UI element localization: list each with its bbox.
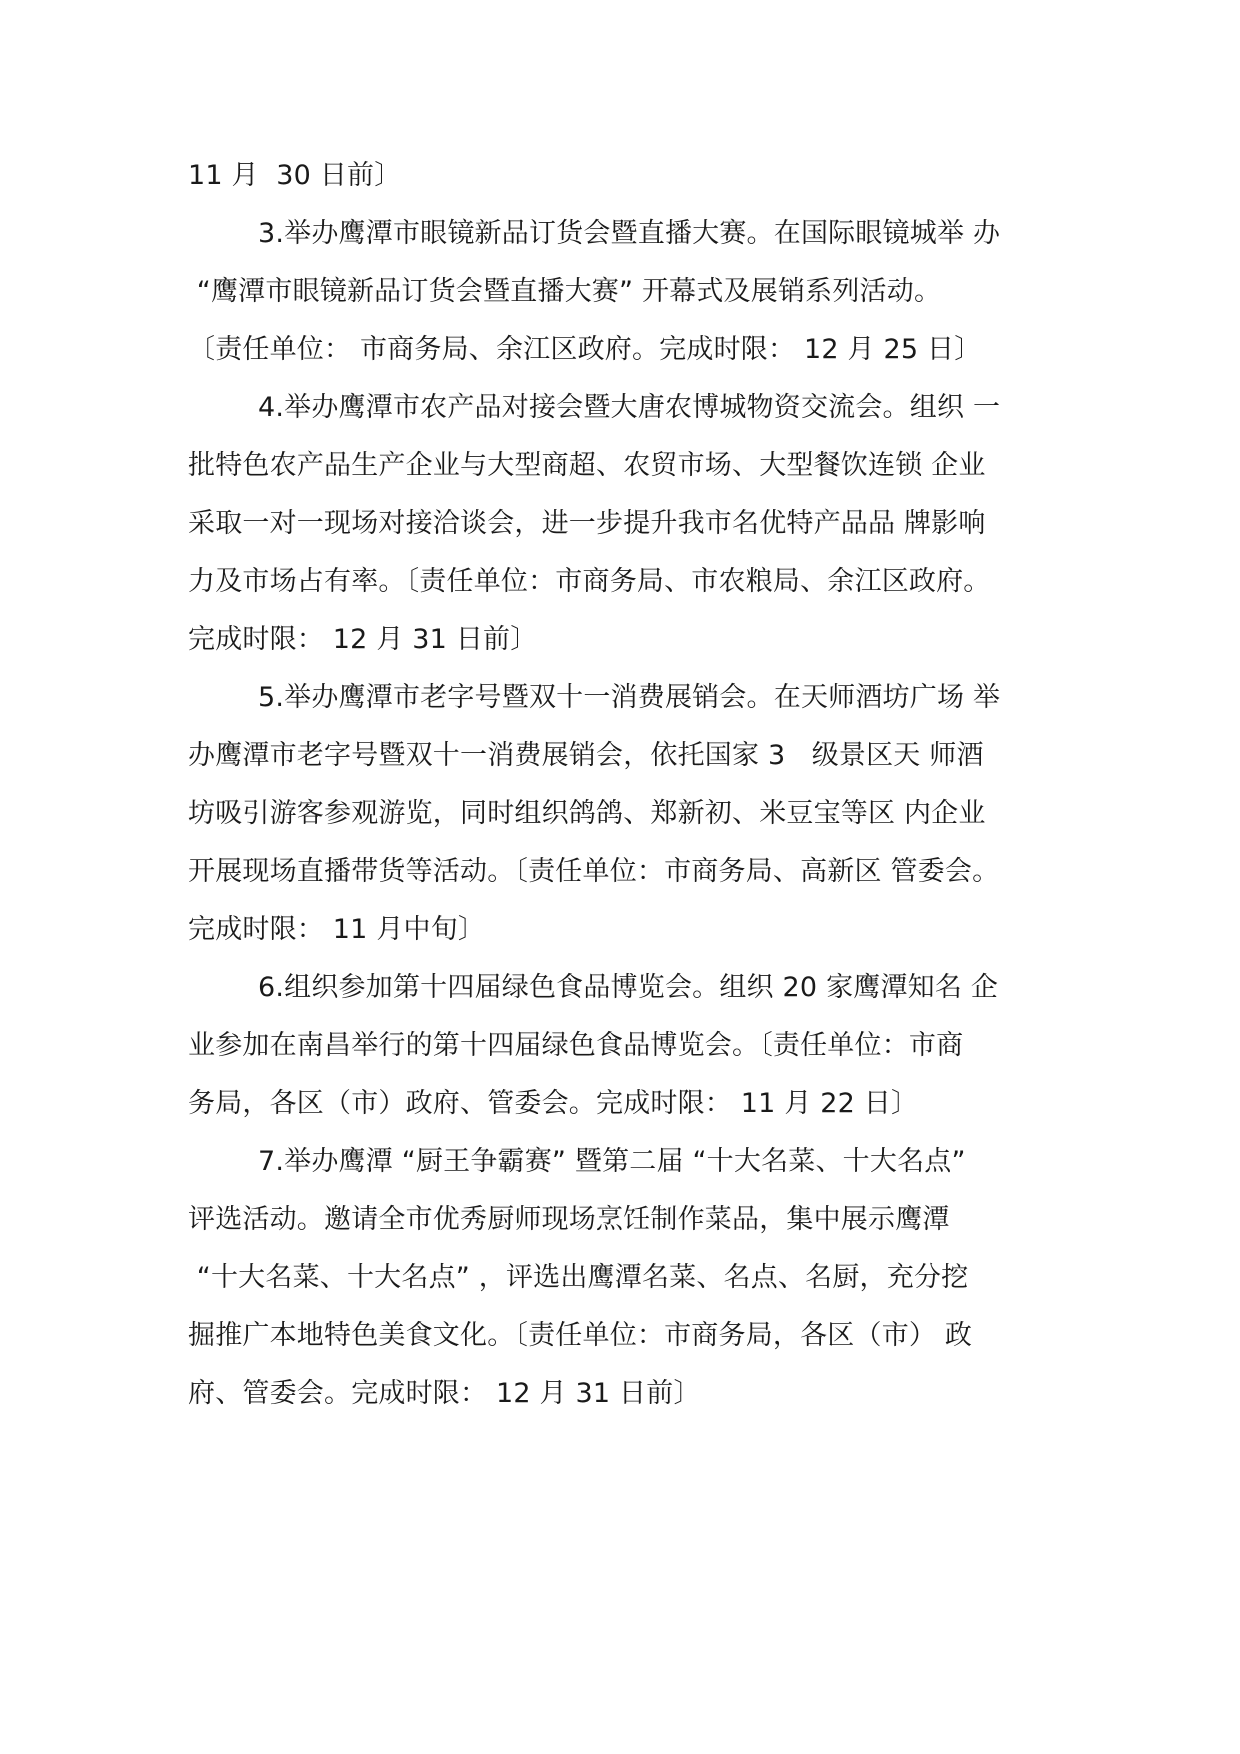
text-line: 府、管委会。完成时限： 12 月 31 日前〕 [188,1378,701,1409]
text-line: 业参加在南昌举行的第十四届绿色食品博览会。〔责任单位：市商 [188,1030,964,1061]
text-line: 完成时限： 12 月 31 日前〕 [188,624,538,655]
text-line: 11 月 30 日前〕 [188,160,402,191]
text-line: 力及市场占有率。〔责任单位：市商务局、市农粮局、余江区政府。 [188,566,991,597]
text-line: 开展现场直播带货等活动。〔责任单位：市商务局、高新区 管委会。 [188,856,1000,887]
text-line: 评选活动。邀请全市优秀厨师现场烹饪制作菜品，集中展示鹰潭 [188,1204,950,1235]
text-line: 〔责任单位： 市商务局、余江区政府。完成时限： 12 月 25 日〕 [188,334,982,365]
text-line: 坊吸引游客参观游览，同时组织鸽鸽、郑新初、米豆宝等区 内企业 [188,798,986,829]
paragraph-3-line: 3.举办鹰潭市眼镜新品订货会暨直播大赛。在国际眼镜城举 办 [258,218,1001,249]
text-line: “鹰潭市眼镜新品订货会暨直播大赛” 开幕式及展销系列活动。 [188,276,942,307]
text-line: 办鹰潭市老字号暨双十一消费展销会，依托国家 3 级景区天 师酒 [188,740,984,771]
paragraph-6-line: 6.组织参加第十四届绿色食品博览会。组织 20 家鹰潭知名 企 [258,972,999,1003]
text-line: 批特色农产品生产企业与大型商超、农贸市场、大型餐饮连锁 企业 [188,450,986,481]
text-line: 掘推广本地特色美食文化。〔责任单位：市商务局，各区（市） 政 [188,1320,973,1351]
paragraph-7-line: 7.举办鹰潭 “厨王争霸赛” 暨第二届 “十大名菜、十大名点” [258,1146,966,1177]
text-line: 完成时限： 11 月中旬〕 [188,914,486,945]
text-line: 务局，各区（市）政府、管委会。完成时限： 11 月 22 日〕 [188,1088,919,1119]
text-line: “十大名菜、十大名点” ，评选出鹰潭名菜、名点、名厨，充分挖 [188,1262,969,1293]
paragraph-5-line: 5.举办鹰潭市老字号暨双十一消费展销会。在天师酒坊广场 举 [258,682,1001,713]
text-line: 采取一对一现场对接洽谈会，进一步提升我市名优特产品品 牌影响 [188,508,986,539]
paragraph-4-line: 4.举办鹰潭市农产品对接会暨大唐农博城物资交流会。组织 一 [258,392,1001,423]
